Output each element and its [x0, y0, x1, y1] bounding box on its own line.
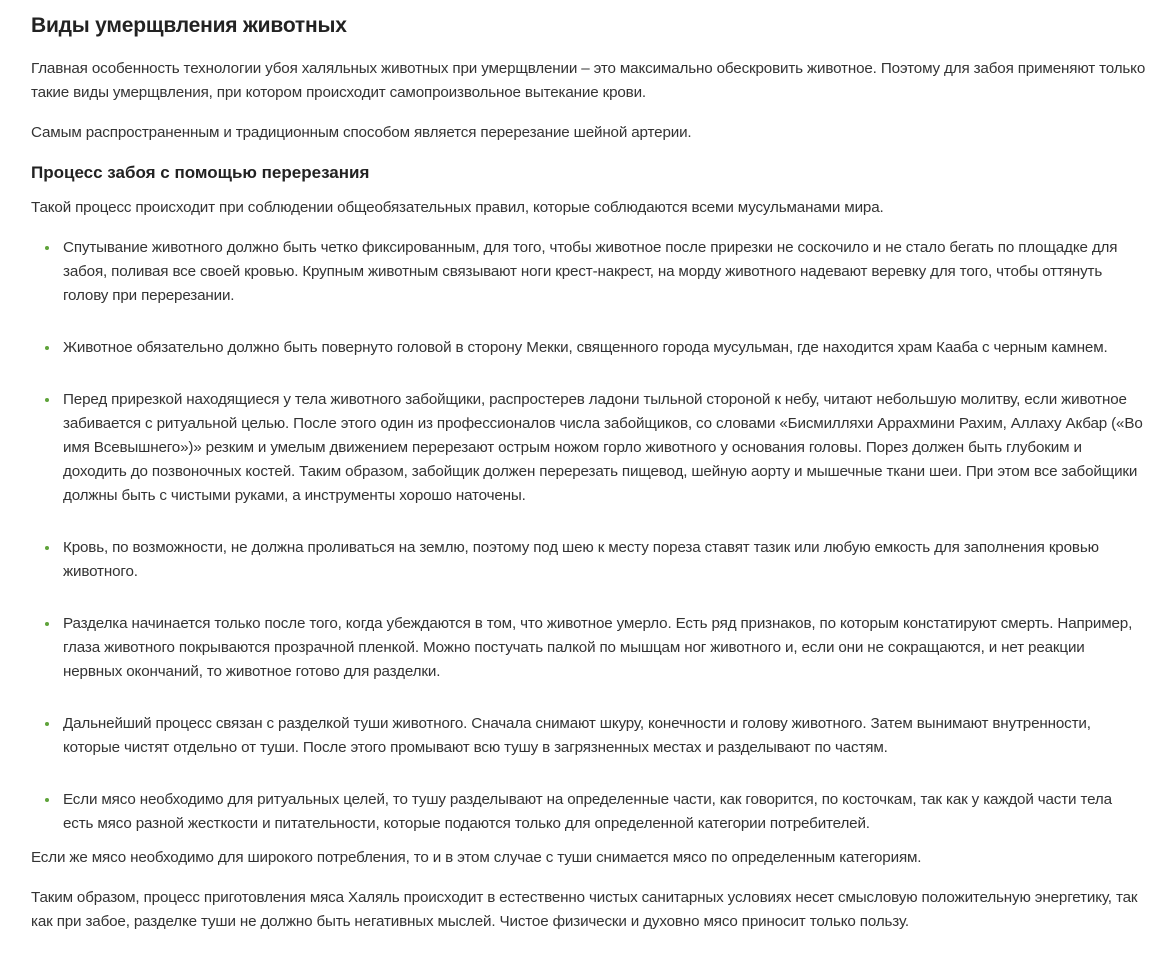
intro-paragraph: Главная особенность технологии убоя халяльных животных при умерщвлении – это максимально обескровить животное. Поэтому для забоя применяют только такие виды умерщвления, при котором происходит самопроизвольное вытекание крови. [31, 60, 1146, 101]
section-subtitle: Процесс забоя с помощью перерезания [31, 163, 370, 182]
bullet-icon [45, 546, 49, 550]
list-item [63, 536, 1146, 584]
list-item-text: Если мясо необходимо для ритуальных целей, то тушу разделывают на определенные части, как говорится, по косточкам, так как у каждой части тела есть мясо разной жесткости и питательности, которые подаются только для определенной категории потребителей. [63, 791, 1112, 832]
outro-paragraph: Если же мясо необходимо для широкого потребления, то и в этом случае с туши снимается мясо по определенным категориям. [31, 849, 922, 866]
bullet-icon [45, 346, 49, 350]
bullet-icon [45, 246, 49, 250]
list-item [63, 388, 1146, 508]
list-item-text: Разделка начинается только после того, когда убеждаются в том, что животное умерло. Есть ряд признаков, по которым констатируют смерть. Например, глаза животного покрываются прозрачной пленкой. Можно постучать палкой по мышцам ног животного и, если они не сокращаются, и нет реакции нервных окончаний, то животное готово для разделки. [63, 615, 1133, 680]
list-item-text: Перед прирезкой находящиеся у тела животного забойщики, распростерев ладони тыльной стороной к небу, читают небольшую молитву, если животное забивается с ритуальной целью. После этого один из профессионалов числа забойщиков, со словами «Бисмилляхи Аррахмини Рахим, Аллаху Акбар («Во имя Всевышнего»)» резким и умелым движением перерезают острым ножом горло животного у основания головы. Порез должен быть глубоким и доходить до позвоночных костей. Таким образом, забойщик должен перерезать пищевод, шейную аорту и мышечные ткани шеи. При этом все забойщики должны быть с чистыми руками, а инструменты хорошо наточены. [63, 391, 1143, 504]
list-item-text: Дальнейший процесс связан с разделкой туши животного. Сначала снимают шкуру, конечности и голову животного. Затем вынимают внутренности, которые чистят отдельно от туши. После этого промывают всю тушу в загрязненных местах и разделывают по частям. [63, 715, 1091, 756]
article-title: Виды умерщвления животных [31, 14, 347, 37]
list-item-text: Кровь, по возможности, не должна проливаться на землю, поэтому под шею к месту пореза ставят тазик или любую емкость для заполнения кровью животного. [63, 539, 1099, 580]
list-item [63, 336, 1146, 360]
outro-paragraph: Таким образом, процесс приготовления мяса Халяль происходит в естественно чистых санитарных условиях несет смысловую положительную энергетику, так как при забое, разделке туши не должно быть негативных мыслей. Чистое физически и духовно мясо приносит только пользу. [31, 889, 1138, 930]
list-item-text: Спутывание животного должно быть четко фиксированным, для того, чтобы животное после прирезки не соскочило и не стало бегать по площадке для забоя, поливая все своей кровью. Крупным животным связывают ноги крест-накрест, на морду животного надевают веревку для того, чтобы оттянуть голову при перерезании. [63, 239, 1118, 304]
list-item-text: Животное обязательно должно быть повернуто головой в сторону Мекки, священного города мусульман, где находится храм Кааба с черным камнем. [63, 339, 1108, 356]
bullet-icon [45, 722, 49, 726]
intro-paragraph: Самым распространенным и традиционным способом является перерезание шейной артерии. [31, 124, 692, 141]
bullet-icon [45, 798, 49, 802]
lead-paragraph: Такой процесс происходит при соблюдении общеобязательных правил, которые соблюдаются всеми мусульманами мира. [31, 199, 884, 216]
rules-list [31, 236, 1146, 836]
bullet-icon [45, 622, 49, 626]
list-item [63, 236, 1146, 308]
list-item [63, 612, 1146, 684]
bullet-icon [45, 398, 49, 402]
list-item [63, 712, 1146, 760]
list-item [63, 788, 1146, 836]
